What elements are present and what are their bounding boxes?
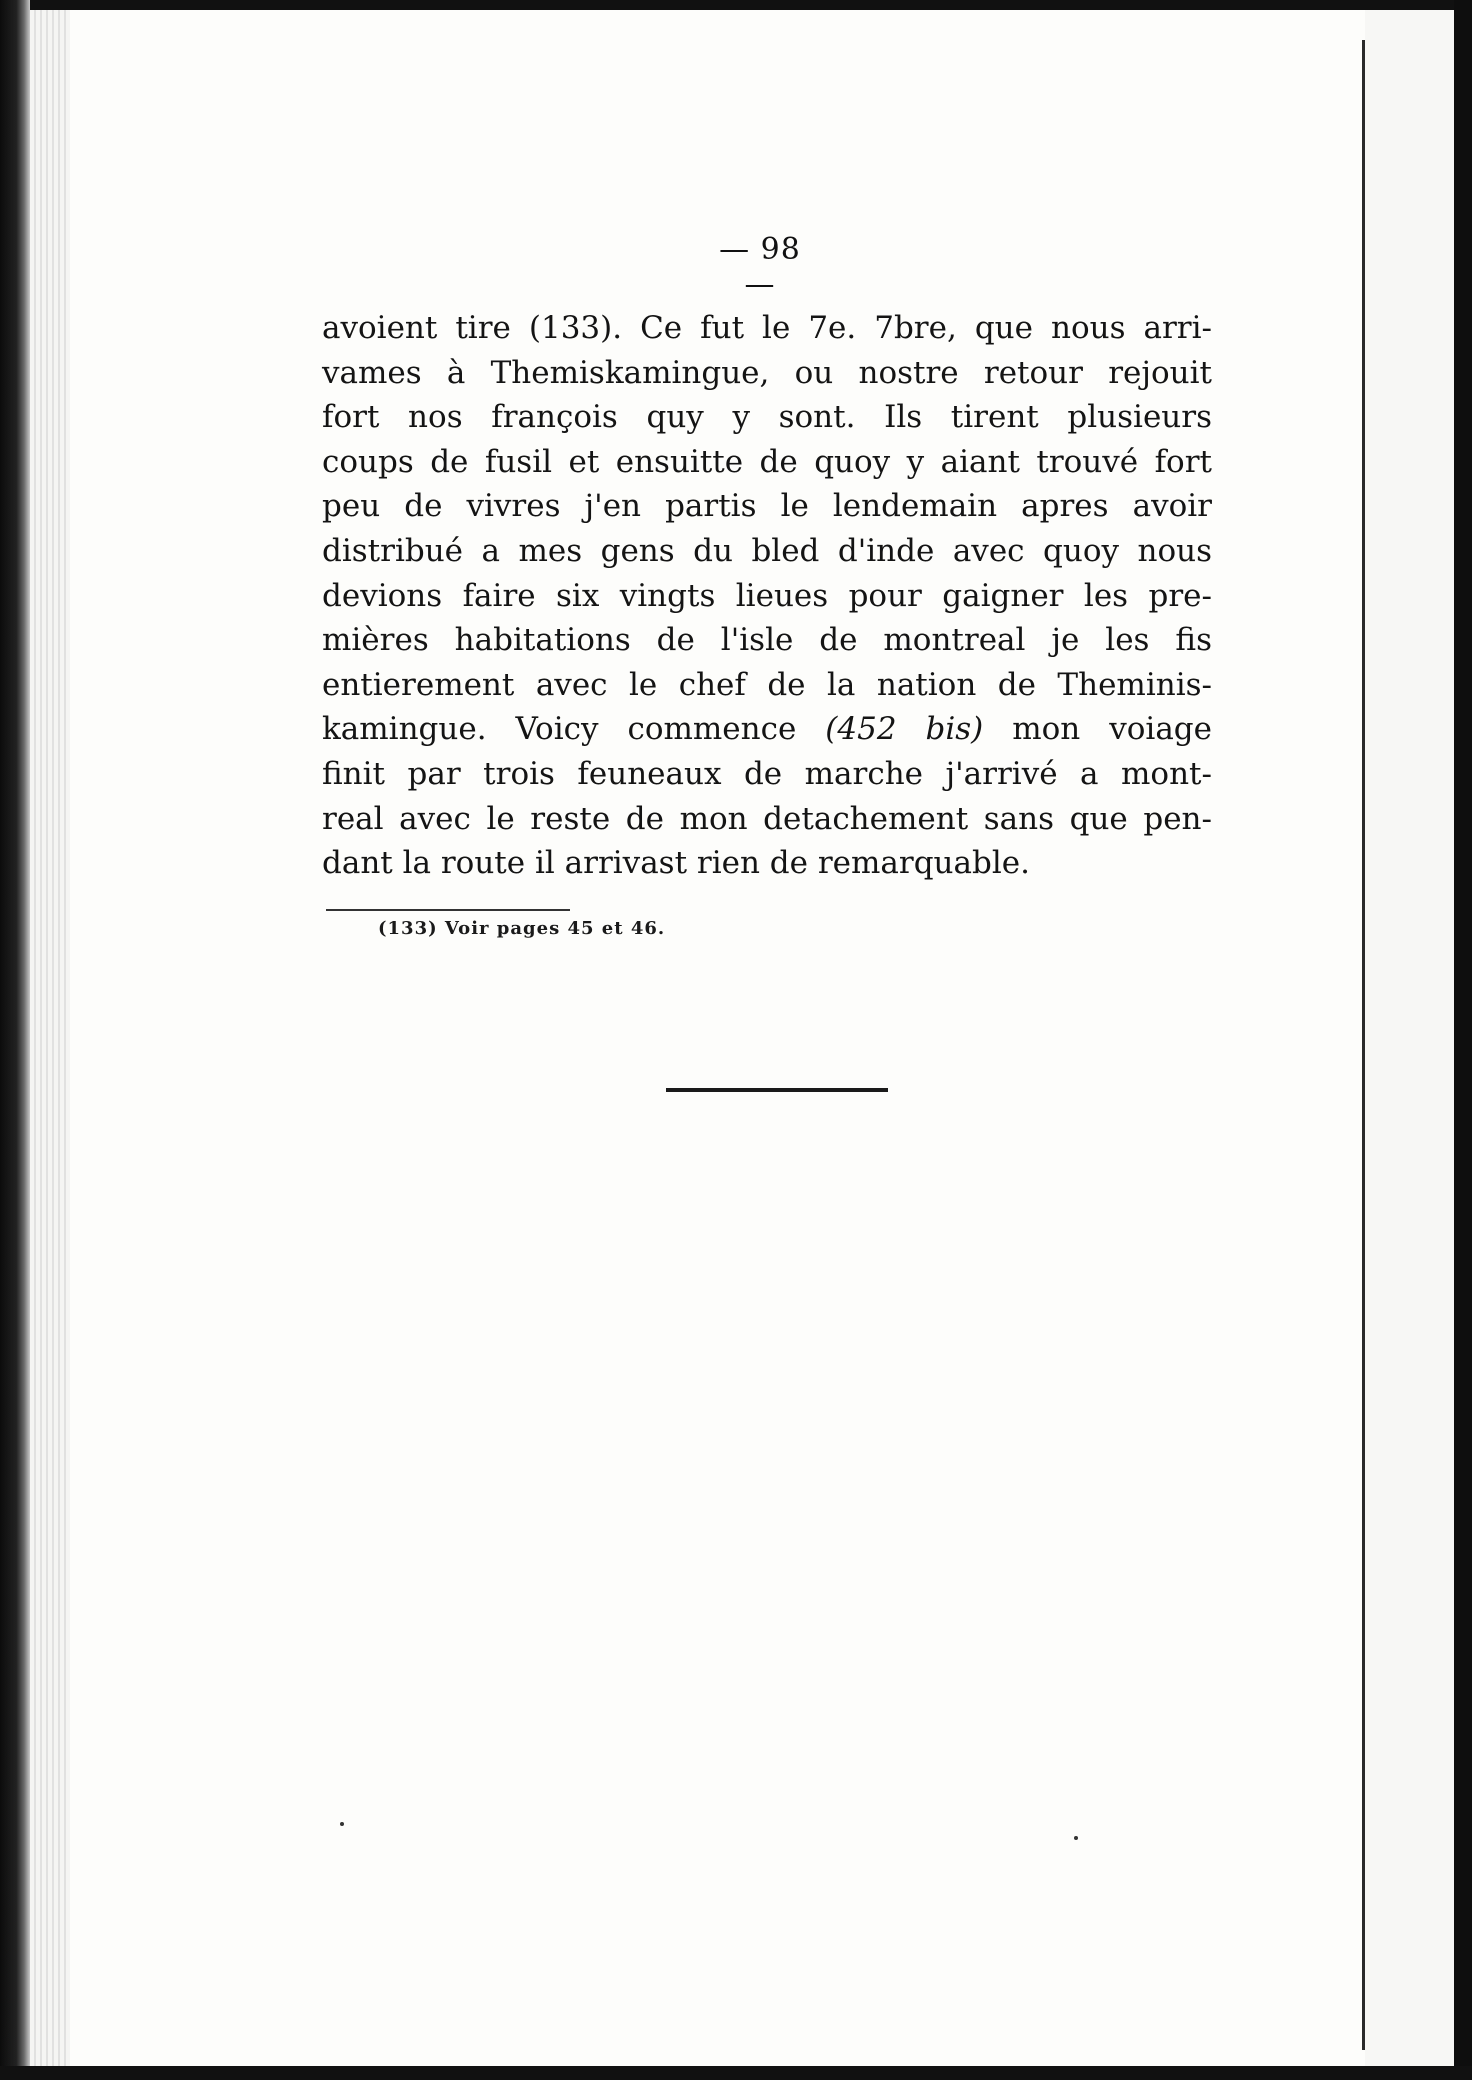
scan-border-right: [1454, 0, 1472, 2080]
text-line: finit par trois feuneaux de marche j'arrivé a mont-: [322, 755, 1212, 792]
scan-border-top: [0, 0, 1472, 10]
italic-reference: (452 bis): [825, 711, 984, 748]
text-line: vames à Themiskamingue, ou nostre retour rejouit: [322, 354, 1212, 391]
text-line: coups de fusil et ensuitte de quoy y aiant trouvé fort: [322, 443, 1212, 480]
text-line: peu de vivres j'en partis le lendemain apres avoir: [322, 488, 1212, 525]
footnote-divider: [326, 909, 570, 911]
text-line: devions faire six vingts lieues pour gaigner les pre-: [322, 577, 1212, 614]
text-line: real avec le reste de mon detachement sans que pen-: [322, 800, 1212, 837]
page-number: — 98 —: [719, 232, 801, 302]
right-page-margin: [1365, 10, 1455, 2066]
page-stack-edges: [30, 10, 70, 2066]
page-fold-line: [1362, 40, 1365, 2050]
text-line-start: kamingue. Voicy commence: [322, 711, 797, 748]
text-line: entierement avec le chef de la nation de Theminis-: [322, 666, 1212, 703]
text-line: fort nos françois quy y sont. Ils tirent plusieurs: [322, 399, 1212, 436]
scan-border-left: [0, 0, 30, 2080]
text-line-end: mon voiage: [1012, 711, 1212, 748]
section-end-rule: [666, 1088, 888, 1092]
scan-speck: [340, 1822, 344, 1826]
text-line: distribué a mes gens du bled d'inde avec quoy nous: [322, 532, 1212, 569]
body-paragraph: [322, 306, 1212, 886]
scan-border-bottom: [0, 2066, 1472, 2080]
text-line-with-italic: [322, 707, 1212, 752]
text-line: dant la route il arrivast rien de remarquable.: [322, 845, 1030, 882]
footnote: (133) Voir pages 45 et 46.: [378, 918, 666, 939]
text-line: mières habitations de l'isle de montreal je les fis: [322, 622, 1212, 659]
text-line: avoient tire (133). Ce fut le 7e. 7bre, que nous arri-: [322, 310, 1212, 346]
scan-speck: [1074, 1836, 1078, 1840]
